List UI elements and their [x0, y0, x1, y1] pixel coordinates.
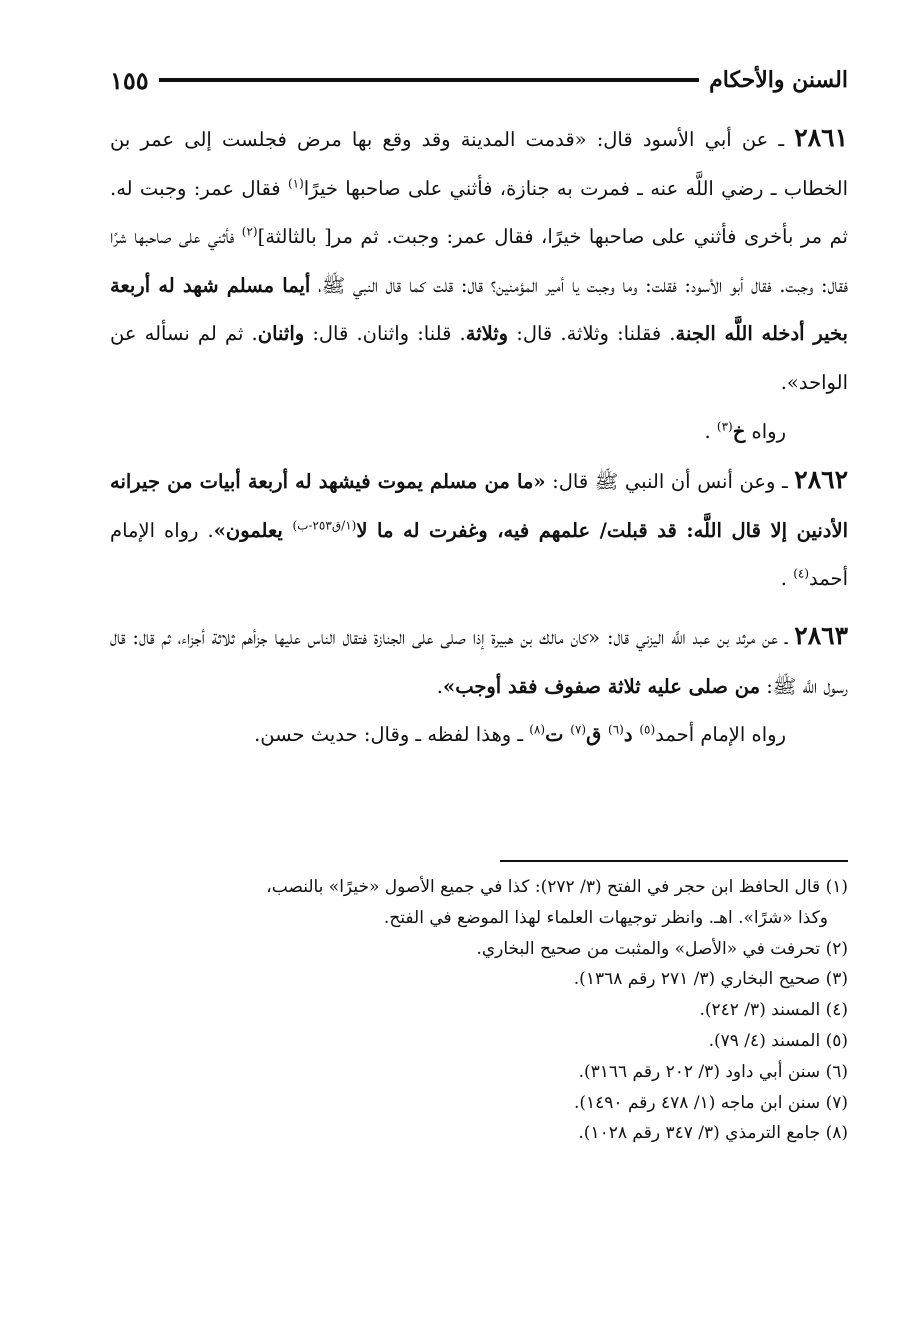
footnote-number: (٢) — [825, 938, 848, 959]
footnote-ref: (١) — [287, 176, 304, 191]
footnote-text: قال الحافظ ابن حجر في الفتح (٣/ ٢٧٢): كذا في جميع الأصول «خيرًا» بالنصب، — [266, 877, 826, 897]
hadith-text: . رواه الإمام أحمد — [110, 518, 848, 591]
footnotes — [110, 872, 848, 1149]
hadith-number: ٢٨٦٣ — [794, 620, 848, 650]
footnote-ref: (٤) — [793, 566, 810, 581]
footnote-ref: (٨) — [529, 722, 546, 737]
footnote-text: سنن ابن ماجه (١/ ٤٧٨ رقم ١٤٩٠). — [573, 1092, 826, 1113]
footnote-text: صحيح البخاري (٣/ ٢٧١ رقم ١٣٦٨). — [573, 969, 826, 990]
source-code: ق — [586, 723, 608, 747]
footnote-1-continued: وكذا «شرًا». اهـ. وانظر توجيهات العلماء لهذا الموضع في الفتح. — [383, 907, 828, 928]
footnote-number: (٥) — [825, 1030, 848, 1051]
bold-quote: واثنان — [257, 322, 305, 346]
page-number: ١٥٥ — [110, 65, 149, 95]
footnote-number: (٧) — [825, 1092, 848, 1113]
footnote-7 — [110, 1088, 848, 1119]
source-code: ت — [545, 723, 571, 747]
footnote-ref: (٧) — [570, 722, 587, 737]
hadith-text: . ثم لم نسأله عن الواحد». — [110, 322, 848, 394]
source-text: . — [704, 419, 717, 443]
bold-quote: يعلمون» — [213, 518, 293, 542]
footnote-ref: (٦) — [608, 722, 624, 737]
footnote-1 — [110, 872, 848, 903]
footnote-3 — [110, 964, 848, 995]
footnote-number: (٨) — [825, 1123, 848, 1144]
bold-quote: وثلاثة — [465, 322, 509, 346]
running-title: السنن والأحكام — [709, 67, 848, 93]
hadith-number: ٢٨٦١ — [794, 123, 848, 152]
hadith-text: ـ وعن أنس أن النبي ﷺ قال: — [545, 470, 795, 494]
hadith-text: ـ عن مرثد بن عبد اللَّه اليزني قال: «كان مالك بن هبيرة إذا صلى على الجنازة فتقال الناس عليها جزأهم ثلاثة أجزاء، ثم قال: قال رسول اللَّه ﷺ: — [110, 625, 848, 698]
footnote-number: (٣) — [825, 969, 848, 990]
hadith-text: . — [436, 674, 443, 698]
hadith-2863 — [110, 612, 848, 711]
hadith-text: ـ عن أبي الأسود قال: «قدمت المدينة وقد وقع بها مرض فجلست إلى عمر بن الخطاب ـ رضي اللَّه عنه ـ فمرت به جنازة، فأثني على صاحبها خيرًا — [110, 128, 848, 200]
bold-quote: أيما مسلم شهد له أربعة بخير أدخله اللَّه الجنة — [110, 273, 848, 346]
source-text: رواه الإمام أحمد — [655, 723, 786, 747]
hadith-text: . قلنا: واثنان. قال: — [304, 322, 466, 346]
hadith-text: . — [780, 567, 794, 591]
bold-quote: من صلى عليه ثلاثة صفوف فقد أوجب» — [443, 674, 761, 698]
footnote-number: (٦) — [825, 1061, 848, 1082]
footnote-text: المسند (٣/ ٢٤٢). — [699, 1000, 826, 1021]
footnote-6 — [110, 1057, 848, 1088]
header-rule — [159, 78, 699, 82]
manuscript-margin-note: (١/ق٢٥٣-ب) — [292, 518, 357, 533]
hadith-number: ٢٨٦٢ — [794, 465, 848, 495]
bold-quote: «ما من مسلم يموت فيشهد له أربعة أبيات من جيرانه الأدنين إلا قال اللَّه: قد قبلت/ علمهم فيه، وغفرت له ما لا — [110, 470, 849, 542]
hadith-source — [110, 408, 848, 457]
source-text: ـ وهذا لفظه ـ وقال: حديث حسن. — [254, 723, 530, 747]
source-code: د — [623, 723, 640, 747]
footnote-5 — [110, 1026, 848, 1057]
footnote-ref: (٥) — [639, 722, 656, 737]
footnote-separator — [500, 860, 848, 862]
hadith-text: . فقلنا: وثلاثة. قال: — [508, 322, 676, 346]
source-text: رواه — [745, 419, 786, 443]
hadith-2861 — [110, 114, 848, 408]
page-header — [110, 60, 848, 100]
footnote-ref: (٣) — [716, 419, 733, 434]
footnote-8 — [110, 1118, 848, 1149]
hadith-text: فقال عمر: وجبت له. ثم مر بأخرى فأثني على صاحبها خيرًا، فقال عمر: وجبت. ثم مر — [110, 176, 848, 249]
footnote-text: سنن أبي داود (٣/ ٢٠٢ رقم ٣١٦٦). — [578, 1061, 826, 1082]
source-code: خ — [732, 419, 746, 443]
footnote-4 — [110, 995, 848, 1026]
bracket-text: [ بالثالثة] — [257, 225, 332, 249]
footnote-text: المسند (٤/ ٧٩). — [708, 1030, 826, 1051]
footnote-text: جامع الترمذي (٣/ ٣٤٧ رقم ١٠٢٨). — [578, 1123, 826, 1144]
hadith-source — [110, 711, 848, 760]
footnote-ref: (٢) — [241, 224, 258, 239]
main-text — [110, 114, 848, 760]
footnote-number: (١) — [825, 877, 848, 897]
footnote-text: تحرفت في «الأصل» والمثبت من صحيح البخاري. — [476, 938, 826, 959]
hadith-2862 — [110, 456, 848, 604]
footnote-2 — [110, 934, 848, 965]
footnote-number: (٤) — [825, 1000, 848, 1021]
hadith-text: فأثني على صاحبها شرًا فقال: وجبت. فقال أبو الأسود: فقلت: وما وجبت يا أمير المؤمنين؟ قال: قلت كما قال النبي ﷺ، — [110, 225, 848, 297]
